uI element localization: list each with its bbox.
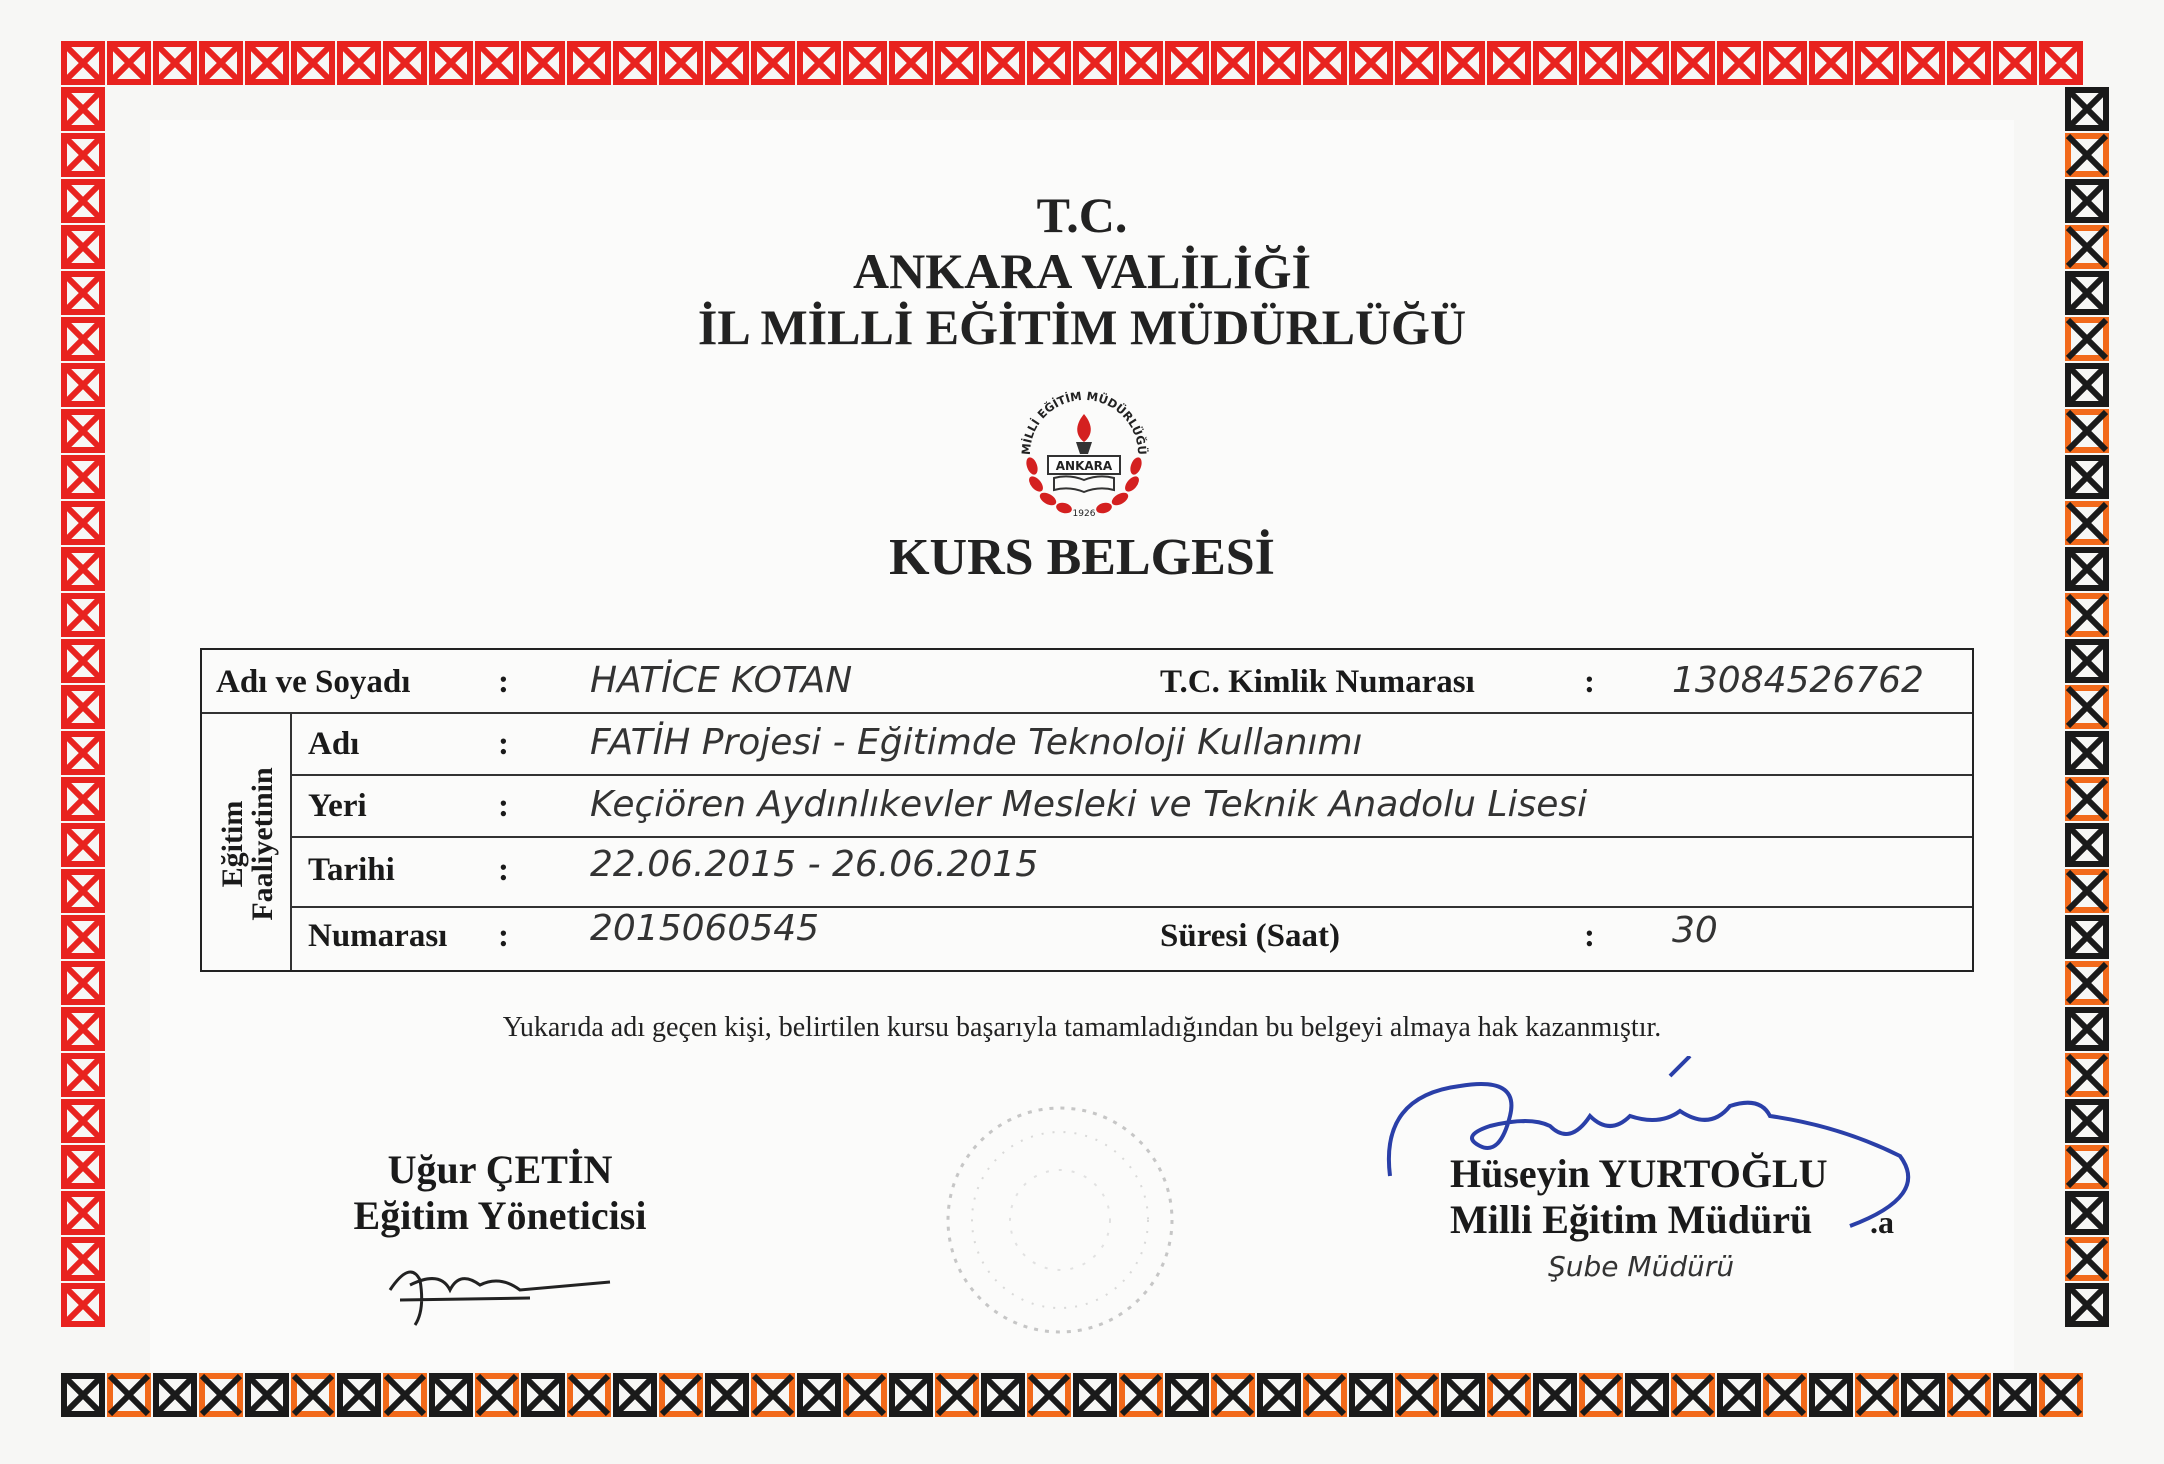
border-knot [2068, 872, 2106, 910]
header-il-mem: İL MİLLİ EĞİTİM MÜDÜRLÜĞÜ [697, 299, 1467, 355]
border-knot [662, 1376, 700, 1414]
border-knot [110, 44, 148, 82]
right-signer-note: Şube Müdürü [1548, 1250, 1735, 1283]
table-divider [292, 906, 1972, 908]
border-knot [1490, 1376, 1528, 1414]
border-knot [2068, 1286, 2106, 1324]
border-knot [570, 44, 608, 82]
border-knot [1398, 44, 1436, 82]
border-knot [1674, 1376, 1712, 1414]
border-knot [386, 1376, 424, 1414]
border-knot [1352, 44, 1390, 82]
activity-place-label: Yeri [308, 788, 367, 824]
border-knot [1766, 1376, 1804, 1414]
border-knot [1444, 1376, 1482, 1414]
border-knot [2042, 44, 2080, 82]
border-knot [64, 826, 102, 864]
border-knot [1628, 44, 1666, 82]
border-knot [2068, 458, 2106, 496]
border-knot [64, 44, 102, 82]
border-knot [2042, 1376, 2080, 1414]
duration-value: 30 [1672, 910, 1718, 951]
border-knot [2068, 780, 2106, 818]
border-knot [2068, 1056, 2106, 1094]
border-knot [110, 1376, 148, 1414]
border-knot [1260, 1376, 1298, 1414]
border-knot [202, 1376, 240, 1414]
right-signer-name: Hüseyin YURTOĞLU [1450, 1151, 1828, 1196]
border-knot [1536, 44, 1574, 82]
border-knot [64, 1194, 102, 1232]
border-knot [2068, 918, 2106, 956]
border-knot [800, 44, 838, 82]
border-knot [984, 1376, 1022, 1414]
border-knot [64, 918, 102, 956]
side-label [214, 722, 280, 966]
border-knot [248, 1376, 286, 1414]
border-knot [2068, 90, 2106, 128]
border-knot [1030, 1376, 1068, 1414]
border-knot [2068, 366, 2106, 404]
border-knot [1444, 44, 1482, 82]
left-signer-title: Eğitim Yöneticisi [353, 1193, 647, 1238]
border-knot [2068, 642, 2106, 680]
border-knot [64, 412, 102, 450]
border-knot [64, 136, 102, 174]
border-knot [662, 44, 700, 82]
ministry-emblem-icon [1004, 374, 1164, 534]
activity-date-label: Tarihi [308, 852, 395, 888]
colon: : [1584, 664, 1595, 700]
duration-label: Süresi (Saat) [1160, 918, 1340, 954]
border-knot [708, 1376, 746, 1414]
border-knot [64, 1148, 102, 1186]
border-knot [64, 734, 102, 772]
border-knot [616, 44, 654, 82]
border-knot [340, 1376, 378, 1414]
border-knot [2068, 136, 2106, 174]
border-knot [1582, 1376, 1620, 1414]
certificate-title: KURS BELGESİ [889, 529, 1275, 586]
border-knot [64, 1102, 102, 1140]
id-label: T.C. Kimlik Numarası [1160, 664, 1475, 700]
border-knot [2068, 1102, 2106, 1140]
border-knot [340, 44, 378, 82]
border-knot [64, 780, 102, 818]
border-knot [846, 44, 884, 82]
border-knot [2068, 734, 2106, 772]
border-knot [754, 1376, 792, 1414]
border-knot [202, 44, 240, 82]
border-knot [478, 1376, 516, 1414]
completion-statement: Yukarıda adı geçen kişi, belirtilen kursu başarıyla tamamladığından bu belgeyi almaya hak kazanmıştır. [502, 1012, 1662, 1043]
border-knot [1766, 44, 1804, 82]
border-knot [1306, 1376, 1344, 1414]
border-knot [1674, 44, 1712, 82]
emblem-year: 1926 [1072, 509, 1096, 519]
border-knot [294, 44, 332, 82]
header-tc: T.C. [1036, 187, 1128, 243]
border-knot [1720, 44, 1758, 82]
border-knot [1812, 1376, 1850, 1414]
border-knot [2068, 1194, 2106, 1232]
right-signer-title: Milli Eğitim Müdürü [1450, 1197, 1813, 1242]
border-knot [248, 44, 286, 82]
border-knot [1306, 44, 1344, 82]
border-knot [64, 1056, 102, 1094]
border-knot [1214, 44, 1252, 82]
border-knot [1996, 1376, 2034, 1414]
border-knot [1214, 1376, 1252, 1414]
left-signature-icon [370, 1240, 630, 1340]
colon: : [498, 852, 509, 888]
border-knot [1030, 44, 1068, 82]
border-knot [1168, 44, 1206, 82]
border-knot [892, 44, 930, 82]
activity-number-value: 2015060545 [590, 908, 820, 949]
border-knot [1858, 44, 1896, 82]
border-knot [616, 1376, 654, 1414]
border-knot [1168, 1376, 1206, 1414]
border-knot [1628, 1376, 1666, 1414]
border-knot [156, 44, 194, 82]
stamp-icon [930, 1090, 1190, 1350]
side-label-line1: Eğitim [216, 800, 249, 888]
activity-name-label: Adı [308, 726, 360, 762]
border-knot [938, 1376, 976, 1414]
border-knot [754, 44, 792, 82]
border-knot [294, 1376, 332, 1414]
name-label: Adı ve Soyadı [216, 664, 411, 700]
info-table [200, 648, 1974, 972]
emblem-banner-text: ANKARA [1055, 459, 1113, 473]
border-knot [1122, 1376, 1160, 1414]
border-knot [64, 458, 102, 496]
colon: : [1584, 918, 1595, 954]
border-knot [64, 1286, 102, 1324]
colon: : [498, 726, 509, 762]
colon: : [498, 918, 509, 954]
border-knot [64, 964, 102, 1002]
border-knot [1812, 44, 1850, 82]
activity-date-value: 22.06.2015 - 26.06.2015 [590, 844, 1039, 885]
activity-place-value: Keçiören Aydınlıkevler Mesleki ve Teknik Anadolu Lisesi [590, 784, 1588, 825]
border-knot [1260, 44, 1298, 82]
border-knot [64, 1240, 102, 1278]
activity-number-label: Numarası [308, 918, 448, 954]
border-knot [524, 1376, 562, 1414]
border-knot [800, 1376, 838, 1414]
border-knot [1720, 1376, 1758, 1414]
border-knot [524, 44, 562, 82]
border-knot [64, 872, 102, 910]
border-knot [892, 1376, 930, 1414]
border-knot [1904, 44, 1942, 82]
border-knot [2068, 826, 2106, 864]
border-knot [1996, 44, 2034, 82]
border-knot [64, 366, 102, 404]
border-knot [1536, 1376, 1574, 1414]
emblem-arc-text: MİLLİ EĞİTİM MÜDÜRLÜĞÜ [1018, 388, 1150, 456]
border-knot [2068, 412, 2106, 450]
border-knot [1076, 44, 1114, 82]
activity-name-value: FATİH Projesi - Eğitimde Teknoloji Kullanımı [590, 722, 1363, 763]
table-divider [292, 836, 1972, 838]
border-knot [432, 1376, 470, 1414]
border-knot [64, 642, 102, 680]
left-signer-name: Uğur ÇETİN [387, 1147, 613, 1192]
border-knot [846, 1376, 884, 1414]
header-ankara-valiligi: ANKARA VALİLİĞİ [852, 243, 1311, 299]
border-knot [2068, 1148, 2106, 1186]
side-label-line2: Faaliyetinin [246, 767, 279, 921]
border-knot [156, 1376, 194, 1414]
border-knot [2068, 964, 2106, 1002]
border-knot [432, 44, 470, 82]
border-knot [708, 44, 746, 82]
border-knot [64, 596, 102, 634]
border-knot [1904, 1376, 1942, 1414]
border-knot [1950, 1376, 1988, 1414]
border-knot [64, 90, 102, 128]
right-signer-suffix: .a [1870, 1204, 1894, 1240]
border-knot [1490, 44, 1528, 82]
table-divider [202, 712, 1972, 714]
border-knot [1582, 44, 1620, 82]
border-knot [1352, 1376, 1390, 1414]
id-value: 13084526762 [1672, 660, 1924, 701]
border-knot [2068, 596, 2106, 634]
colon: : [498, 664, 509, 700]
colon: : [498, 788, 509, 824]
border-knot [478, 44, 516, 82]
border-knot [938, 44, 976, 82]
table-divider [290, 712, 292, 970]
border-knot [984, 44, 1022, 82]
border-knot [1858, 1376, 1896, 1414]
table-divider [292, 774, 1972, 776]
border-knot [570, 1376, 608, 1414]
name-value: HATİCE KOTAN [590, 660, 853, 701]
border-knot [1076, 1376, 1114, 1414]
border-knot [386, 44, 424, 82]
border-knot [1398, 1376, 1436, 1414]
border-knot [2068, 688, 2106, 726]
border-knot [1122, 44, 1160, 82]
border-knot [1950, 44, 1988, 82]
border-knot [2068, 1240, 2106, 1278]
border-knot [64, 1376, 102, 1414]
border-knot [64, 688, 102, 726]
